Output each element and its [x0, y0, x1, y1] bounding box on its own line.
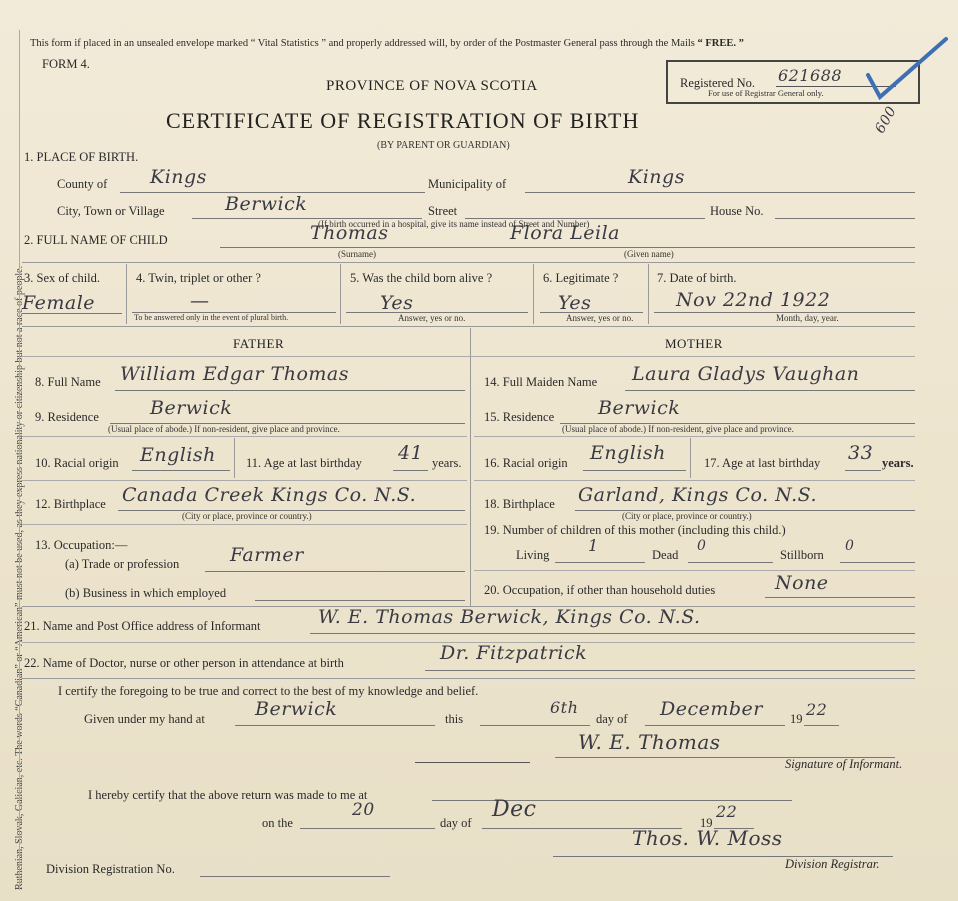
col-divider-2	[340, 264, 341, 324]
legitimate-note: Answer, yes or no.	[566, 313, 634, 323]
father-abode-note: (Usual place of abode.) If non-resident, give place and province.	[108, 424, 340, 434]
father-racial-label: 10. Racial origin	[35, 456, 119, 470]
dob-label: 7. Date of birth.	[657, 271, 737, 285]
parents-divider	[470, 328, 471, 606]
mother-occupation-line	[765, 597, 915, 598]
mother-residence-label: 15. Residence	[484, 410, 555, 424]
city-label: City, Town or Village	[57, 204, 165, 218]
mother-age-value: 33	[848, 442, 874, 464]
mother-name-label: 14. Full Maiden Name	[484, 375, 598, 389]
day-of-label: day of	[596, 712, 628, 726]
registrar-month: Dec	[492, 797, 537, 822]
this-label: this	[445, 712, 464, 726]
living-label: Living	[516, 548, 550, 562]
given-place-line	[235, 725, 435, 726]
registered-number: 621688	[778, 66, 843, 85]
given-note: (Given name)	[624, 249, 674, 259]
children-count-label: 19. Number of children of this mother (including this child.)	[484, 523, 786, 537]
legitimate-value: Yes	[558, 292, 592, 314]
father-divider-1	[22, 436, 467, 437]
dob-value: Nov 22nd 1922	[676, 289, 831, 311]
house-label: House No.	[710, 204, 764, 218]
father-age-value: 41	[398, 442, 424, 464]
place-of-birth-label: 1. PLACE OF BIRTH.	[24, 150, 139, 164]
stillborn-line	[840, 562, 915, 563]
registrar-year-prefix: 19	[700, 816, 713, 830]
stillborn-value: 0	[845, 538, 855, 554]
sex-label: 3. Sex of child.	[24, 271, 101, 285]
row-divider-top	[22, 262, 915, 263]
mother-name-value: Laura Gladys Vaughan	[632, 363, 860, 385]
father-birthplace-value: Canada Creek Kings Co. N.S.	[122, 484, 417, 506]
attendant-label: 22. Name of Doctor, nurse or other person in attendance at birth	[24, 656, 344, 670]
mother-divider-3	[474, 570, 915, 571]
father-heading: FATHER	[233, 336, 285, 351]
certificate-subtitle: (BY PARENT OR GUARDIAN)	[377, 140, 510, 151]
business-line	[255, 600, 465, 601]
free-label: “ FREE. ”	[697, 38, 744, 49]
trade-value: Farmer	[230, 544, 304, 566]
col-divider-1	[126, 264, 127, 324]
dead-label: Dead	[652, 548, 679, 562]
col-divider-3	[533, 264, 534, 324]
short-rule	[415, 762, 530, 763]
twin-label: 4. Twin, triplet or other ?	[136, 271, 261, 285]
parents-header-line	[22, 356, 915, 357]
side-note: Ruthenian, Slovak, Galician, etc. The words “Canadian” or “American” must not be used, as they express nationality or citizenship but not a race of people.	[14, 265, 25, 890]
father-name-label: 8. Full Name	[35, 375, 101, 389]
registrar-day-line	[300, 828, 435, 829]
row-divider-bottom	[22, 326, 915, 327]
registrar-day-of-label: day of	[440, 816, 472, 830]
mail-notice	[30, 38, 744, 49]
mother-occupation-value: None	[775, 572, 829, 594]
hospital-note: (If birth occurred in a hospital, give its name instead of Street and Number)	[318, 219, 590, 229]
mother-racial-label: 16. Racial origin	[484, 456, 568, 470]
street-label: Street	[428, 204, 458, 218]
side-margin	[0, 0, 25, 901]
given-day: 6th	[550, 698, 579, 717]
child-given-name: Flora Leila	[510, 222, 620, 244]
mother-birthplace-label: 18. Birthplace	[484, 497, 555, 511]
living-value: 1	[588, 536, 599, 555]
margin-rule	[19, 30, 20, 890]
father-birthplace-note: (City or place, province or country.)	[182, 511, 312, 521]
father-residence-value: Berwick	[150, 397, 233, 419]
stillborn-label: Stillborn	[780, 548, 824, 562]
father-name-line	[115, 390, 465, 391]
father-name-value: William Edgar Thomas	[120, 363, 349, 385]
division-registration-label: Division Registration No.	[46, 862, 175, 876]
father-racial-value: English	[140, 444, 216, 466]
given-year-prefix: 19	[790, 712, 803, 726]
sex-value: Female	[22, 292, 96, 314]
county-value: Kings	[150, 166, 207, 188]
registered-note: For use of Registrar General only.	[708, 88, 824, 98]
attendant-line	[425, 670, 915, 671]
sex-line	[22, 313, 122, 314]
given-year: 22	[806, 700, 828, 719]
registrar-place-line	[432, 800, 792, 801]
informant-signature-label: Signature of Informant.	[785, 757, 903, 771]
child-surname: Thomas	[310, 222, 389, 244]
mother-divider-1	[474, 436, 915, 437]
trade-label: (a) Trade or profession	[65, 557, 180, 571]
form-number: FORM 4.	[42, 57, 90, 71]
mail-notice-text: This form if placed in an unsealed envelope marked “ Vital Statistics ” and properly addressed will, by order of the Postmaster General pass through the Mails	[30, 38, 695, 49]
father-col-divider	[234, 438, 235, 478]
informant-line	[310, 633, 915, 634]
attendant-value: Dr. Fitzpatrick	[440, 642, 588, 664]
father-divider-2	[22, 480, 467, 481]
mother-years-label: years.	[882, 456, 914, 470]
occupation-label: 13. Occupation:—	[35, 538, 128, 552]
mother-divider-2	[474, 480, 915, 481]
mother-col-divider	[690, 438, 691, 478]
father-age-label: 11. Age at last birthday	[246, 456, 362, 470]
mother-residence-value: Berwick	[598, 397, 681, 419]
certificate-title: CERTIFICATE OF REGISTRATION OF BIRTH	[166, 108, 640, 133]
father-divider-3	[22, 524, 467, 525]
registrar-day: 20	[352, 800, 375, 820]
informant-label: 21. Name and Post Office address of Informant	[24, 619, 261, 633]
mother-name-line	[625, 390, 915, 391]
mother-age-line	[845, 470, 881, 471]
mother-abode-note: (Usual place of abode.) If non-resident, give place and province.	[562, 424, 794, 434]
registrar-text: I hereby certify that the above return was made to me at	[88, 788, 368, 802]
surname-note: (Surname)	[338, 249, 376, 259]
twin-value: —	[190, 290, 210, 312]
child-name-line	[220, 247, 915, 248]
registrar-year: 22	[716, 802, 738, 821]
trade-line	[205, 571, 465, 572]
attendant-divider	[22, 678, 915, 679]
division-registration-line	[200, 876, 390, 877]
checkmark-icon	[860, 35, 950, 105]
certify-text: I certify the foregoing to be true and correct to the best of my knowledge and belief.	[58, 684, 479, 698]
alive-note: Answer, yes or no.	[398, 313, 466, 323]
municipality-label: Municipality of	[428, 177, 507, 191]
mother-birthplace-value: Garland, Kings Co. N.S.	[578, 484, 817, 506]
mother-age-label: 17. Age at last birthday	[704, 456, 821, 470]
father-racial-line	[132, 470, 230, 471]
given-place: Berwick	[255, 698, 338, 720]
mother-birthplace-note: (City or place, province or country.)	[622, 511, 752, 521]
mother-racial-value: English	[590, 442, 666, 464]
given-year-line	[804, 725, 839, 726]
col-divider-4	[648, 264, 649, 324]
father-birthplace-label: 12. Birthplace	[35, 497, 106, 511]
house-line	[775, 218, 915, 219]
stamp-number: 600	[872, 103, 901, 137]
father-years-label: years.	[432, 456, 462, 470]
living-line	[555, 562, 645, 563]
registered-label: Registered No.	[680, 76, 755, 90]
mother-occupation-label: 20. Occupation, if other than household duties	[484, 583, 716, 597]
given-month-line	[645, 725, 785, 726]
alive-label: 5. Was the child born alive ?	[350, 271, 493, 285]
province-title: PROVINCE OF NOVA SCOTIA	[326, 78, 538, 94]
mother-racial-line	[583, 470, 686, 471]
municipality-value: Kings	[628, 166, 685, 188]
child-name-label: 2. FULL NAME OF CHILD	[24, 233, 168, 247]
mother-heading: MOTHER	[665, 336, 723, 351]
twin-note: To be answered only in the event of plural birth.	[134, 313, 289, 322]
dead-line	[688, 562, 773, 563]
given-under-label: Given under my hand at	[84, 712, 205, 726]
registrar-signature-label: Division Registrar.	[785, 857, 880, 871]
alive-value: Yes	[380, 292, 414, 314]
county-label: County of	[57, 177, 108, 191]
dead-value: 0	[697, 538, 707, 554]
on-the-label: on the	[262, 816, 293, 830]
legitimate-label: 6. Legitimate ?	[543, 271, 619, 285]
city-value: Berwick	[225, 193, 308, 215]
father-residence-label: 9. Residence	[35, 410, 99, 424]
given-day-line	[480, 725, 590, 726]
municipality-line	[525, 192, 915, 193]
father-age-line	[393, 470, 428, 471]
dob-note: Month, day, year.	[776, 313, 839, 323]
given-month: December	[660, 698, 763, 720]
registrar-signature: Thos. W. Moss	[632, 826, 783, 850]
informant-value: W. E. Thomas Berwick, Kings Co. N.S.	[318, 606, 701, 628]
informant-signature: W. E. Thomas	[578, 730, 721, 754]
business-label: (b) Business in which employed	[65, 586, 227, 600]
